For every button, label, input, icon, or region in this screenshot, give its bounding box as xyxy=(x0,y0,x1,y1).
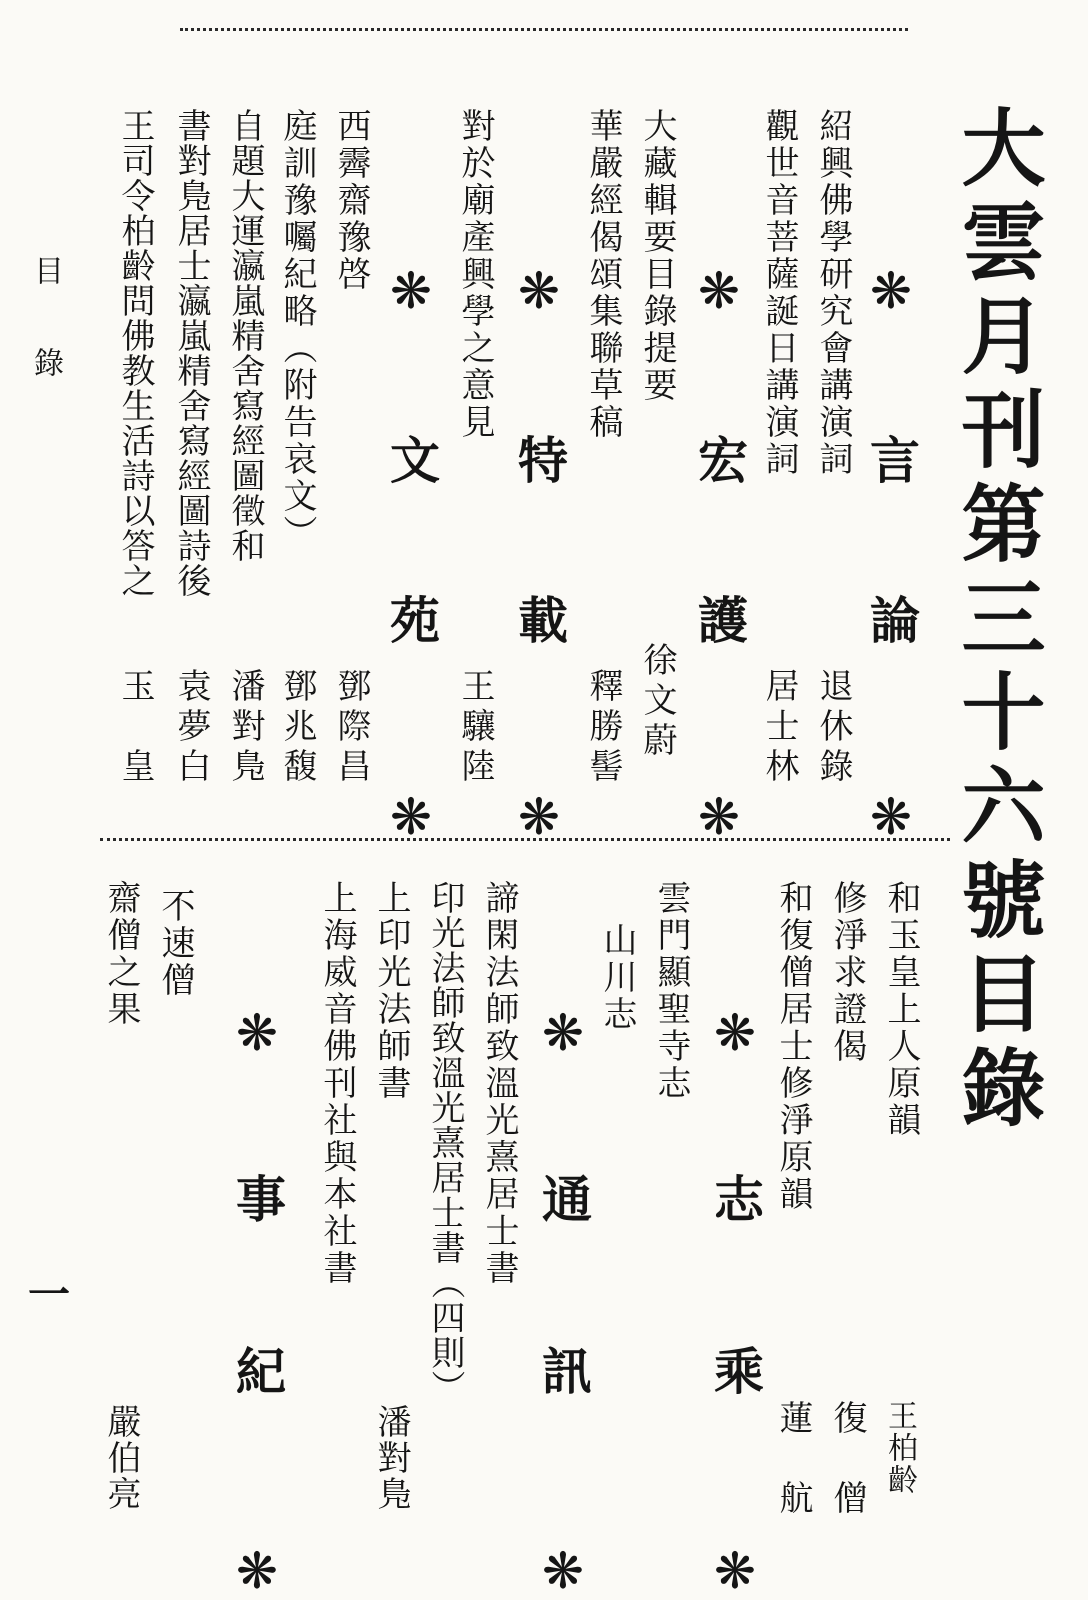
section-star-icon: ❋ xyxy=(510,788,568,846)
toc-entry-author: 退休錄 xyxy=(813,668,853,788)
toc-entry-title: 對於廟產興學之意見 xyxy=(455,108,495,441)
section-star-icon: ❋ xyxy=(382,262,440,320)
section-star-icon: ❋ xyxy=(228,1542,286,1600)
toc-entry-author: 鄧兆馥 xyxy=(277,668,317,788)
section-star-icon: ❋ xyxy=(706,1004,764,1062)
section-heading-yanlun xyxy=(862,262,921,846)
section-title: 特 載 xyxy=(510,434,569,674)
section-star-icon: ❋ xyxy=(228,1004,286,1062)
toc-entry-title: 諦閑法師致溫光熹居士書 xyxy=(479,880,519,1287)
section-title: 宏 護 xyxy=(690,434,749,674)
section-star-icon: ❋ xyxy=(534,1004,592,1062)
toc-entry-author: 王柏齡 xyxy=(882,1400,917,1496)
section-star-icon: ❋ xyxy=(862,262,920,320)
toc-entry-author: 蓮 航 xyxy=(773,1400,813,1520)
toc-entry-title: 山川志 xyxy=(597,922,637,1033)
section-heading-tongxun xyxy=(534,1004,593,1600)
section-heading-tezai xyxy=(510,262,569,846)
toc-entry-title: 和玉皇上人原韻 xyxy=(881,880,921,1139)
section-star-icon: ❋ xyxy=(510,262,568,320)
top-rule xyxy=(180,28,908,31)
toc-entry-author: 袁夢白 xyxy=(171,668,211,788)
toc-entry-title: 紹興佛學研究會講演詞 xyxy=(813,108,853,478)
toc-entry-author: 徐文蔚 xyxy=(637,642,677,762)
toc-entry-title: 上海威音佛刊社與本社書 xyxy=(317,880,357,1287)
toc-entry-title: 自題大運瀛嵐精舍寫經圖徵和 xyxy=(225,108,265,563)
toc-entry-title: 雲門顯聖寺志 xyxy=(651,880,691,1102)
section-heading-shiji xyxy=(228,1004,287,1600)
toc-entry-title: 不速僧 xyxy=(155,888,195,999)
page-title: 大雲月刊第三十六號目錄 xyxy=(948,104,1047,1138)
section-title: 言 論 xyxy=(862,434,921,674)
section-title: 文 苑 xyxy=(382,434,441,674)
toc-entry-title: 大藏輯要目錄提要 xyxy=(637,108,677,404)
toc-entry-author: 嚴伯亮 xyxy=(101,1404,141,1512)
toc-entry-title: 觀世音菩薩誕日講演詞 xyxy=(759,108,799,478)
toc-entry-author: 玉 皇 xyxy=(115,668,155,788)
toc-entry-title: 上印光法師書 xyxy=(371,880,411,1102)
toc-entry-author: 復 僧 xyxy=(827,1400,867,1520)
section-heading-zhisheng xyxy=(706,1004,765,1600)
toc-entry-author: 鄧際昌 xyxy=(331,668,371,788)
toc-entry-title: 西霽齋豫啓 xyxy=(331,108,371,293)
toc-entry-title: 和復僧居士修淨原韻 xyxy=(773,880,813,1213)
toc-entry-title: 書對鳬居士瀛嵐精舍寫經圖詩後 xyxy=(171,108,211,598)
section-heading-honghu xyxy=(690,262,749,846)
section-star-icon: ❋ xyxy=(690,788,748,846)
margin-label: 目錄 xyxy=(28,255,63,439)
toc-entry-author: 釋勝髻 xyxy=(583,668,623,788)
section-title: 志 乘 xyxy=(706,1173,765,1431)
toc-entry-title: 齋僧之果 xyxy=(101,880,141,1028)
toc-entry-title: 庭訓豫囑紀略（附告哀文） xyxy=(277,108,317,552)
section-heading-wenyuan xyxy=(382,262,441,846)
section-star-icon: ❋ xyxy=(862,788,920,846)
toc-entry-title: 王司令柏齡問佛教生活詩以答之 xyxy=(115,108,155,598)
section-title: 通 訊 xyxy=(534,1173,593,1431)
toc-entry-author: 居士林 xyxy=(759,668,799,788)
toc-entry-author: 潘對鳬 xyxy=(225,668,265,788)
toc-entry-author: 王驤陸 xyxy=(455,668,495,788)
section-title: 事 紀 xyxy=(228,1173,287,1431)
section-star-icon: ❋ xyxy=(534,1542,592,1600)
section-star-icon: ❋ xyxy=(706,1542,764,1600)
toc-entry-author: 潘對鳬 xyxy=(371,1404,411,1512)
section-star-icon: ❋ xyxy=(382,788,440,846)
toc-entry-title: 印光法師致溫光熹居士書（四則） xyxy=(425,880,465,1405)
page-number: 一 xyxy=(28,1270,71,1319)
section-star-icon: ❋ xyxy=(690,262,748,320)
toc-entry-title: 華嚴經偈頌集聯草稿 xyxy=(583,108,623,441)
toc-entry-title: 修淨求證偈 xyxy=(827,880,867,1065)
